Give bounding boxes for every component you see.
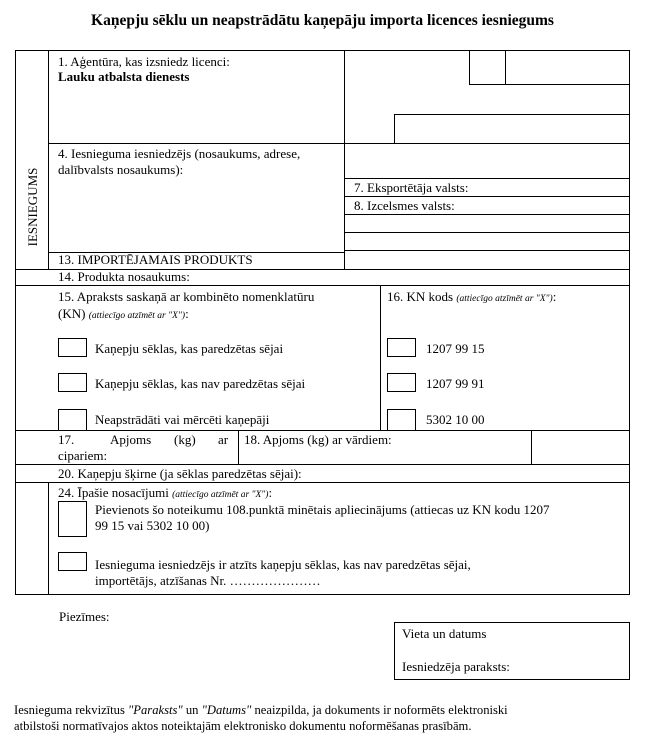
condition-recognized-line2: importētājs, atzīšanas Nr. ………………… (95, 573, 321, 588)
checkbox-seeds-not-sowing[interactable] (58, 373, 87, 392)
description-hint: (attiecīgo atzīmēt ar "X") (88, 311, 186, 321)
checkbox-code-120799-91[interactable] (387, 373, 416, 392)
kn-code-colon: : (552, 289, 557, 304)
checkbox-raw-hemp[interactable] (58, 409, 87, 431)
option-desc-raw-hemp: Neapstrādāti vai mērcēti kaņepāji (95, 412, 270, 427)
footer-signature-word: "Paraksts" (128, 703, 183, 717)
footer-text-e: neaizpilda, ja dokuments ir noformēts elektroniski (251, 703, 508, 717)
checkbox-code-120799-15[interactable] (387, 338, 416, 357)
quantity-digits-line2: cipariem: (58, 448, 108, 463)
checkbox-condition-recognized[interactable] (58, 552, 87, 571)
footer-line1 (14, 703, 508, 717)
checkbox-code-530210-00[interactable] (387, 409, 416, 431)
quantity-digits-w1: 17. (58, 432, 75, 447)
special-conditions-colon: : (268, 485, 273, 500)
option-code-120799-15: 1207 99 15 (426, 341, 485, 356)
kn-code-label (387, 290, 556, 306)
footer-text-c: un (182, 703, 202, 717)
description-label-line1: 15. Apraksts saskaņā ar kombinēto nomenklatūru (58, 289, 315, 304)
description-label-line2 (58, 307, 189, 323)
description-colon: : (185, 306, 189, 321)
special-conditions-label (58, 486, 272, 502)
signature-label: Iesniedzēja paraksts: (402, 659, 510, 674)
applicant-label-line2: dalībvalsts nosaukums): (58, 162, 184, 177)
exporter-country-label: 7. Eksportētāja valsts: (354, 180, 469, 195)
footer-line2: atbilstoši normatīvajos aktos noteiktajām elektronisko dokumentu noformēšanas prasībām. (14, 719, 472, 733)
imported-product-label: 13. IMPORTĒJAMAIS PRODUKTS (58, 252, 253, 267)
page-title: Kaņepju sēklu un neapstrādātu kaņepāju importa licences iesniegums (91, 12, 554, 29)
agency-label: 1. Aģentūra, kas izsniedz licenci: (58, 54, 230, 69)
place-date-label: Vieta un datums (402, 626, 487, 641)
kn-code-hint: (attiecīgo atzīmēt ar "X") (456, 294, 553, 304)
special-conditions-text: 24. Īpašie nosacījumi (58, 485, 173, 500)
agency-value: Lauku atbalsta dienests (58, 69, 190, 84)
option-code-530210-00: 5302 10 00 (426, 412, 485, 427)
footer-date-word: "Datums" (201, 703, 252, 717)
notes-label: Piezīmes: (59, 609, 110, 624)
option-desc-seeds-not-sowing: Kaņepju sēklas, kas nav paredzētas sējai (95, 376, 306, 391)
variety-label: 20. Kaņepju šķirne (ja sēklas paredzētas sējai): (58, 466, 302, 481)
option-desc-seeds-sowing: Kaņepju sēklas, kas paredzētas sējai (95, 341, 284, 356)
description-kn: (KN) (58, 306, 89, 321)
product-name-label: 14. Produkta nosaukums: (58, 269, 190, 284)
origin-country-label: 8. Izcelsmes valsts: (354, 198, 455, 213)
condition-recognized-line1: Iesnieguma iesniedzējs ir atzīts kaņepju sēklas, kas nav paredzētas sējai, (95, 557, 471, 572)
checkbox-seeds-sowing[interactable] (58, 338, 87, 357)
quantity-words-label: 18. Apjoms (kg) ar vārdiem: (244, 432, 392, 447)
checkbox-condition-declaration[interactable] (58, 501, 87, 537)
special-conditions-hint: (attiecīgo atzīmēt ar "X") (172, 490, 269, 500)
condition-declaration-line1: Pievienots šo noteikumu 108.punktā minētais apliecinājums (attiecas uz KN kodu 1207 (95, 502, 550, 517)
option-code-120799-91: 1207 99 91 (426, 376, 485, 391)
applicant-label-line1: 4. Iesnieguma iesniedzējs (nosaukums, adrese, (58, 146, 301, 161)
quantity-digits-w3: (kg) (174, 432, 196, 447)
footer-text-a: Iesnieguma rekvizītus (14, 703, 129, 717)
sidebar-label: IESNIEGUMS (25, 167, 40, 247)
quantity-digits-w4: ar (218, 432, 229, 447)
condition-declaration-line2: 99 15 vai 5302 10 00) (95, 518, 210, 533)
kn-code-text: 16. KN kods (387, 289, 457, 304)
quantity-digits-w2: Apjoms (110, 432, 152, 447)
